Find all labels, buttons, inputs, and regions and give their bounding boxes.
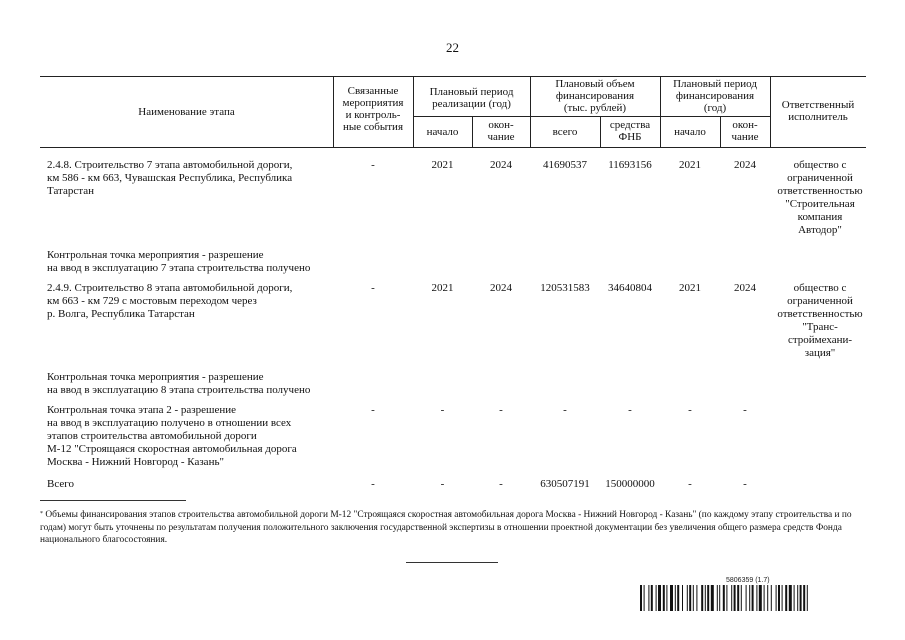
barcode-bar bbox=[778, 585, 780, 611]
barcode-bar bbox=[651, 585, 653, 611]
header-related-events: Связанные мероприятия и контроль- ные события bbox=[342, 85, 404, 133]
barcode-bar bbox=[767, 585, 768, 611]
header-fin-end: окон- чание bbox=[731, 119, 759, 143]
barcode-bar bbox=[719, 585, 720, 611]
header-total: всего bbox=[552, 126, 578, 138]
barcode-bar bbox=[682, 585, 683, 611]
barcode-bar bbox=[640, 585, 642, 611]
barcode-bar bbox=[711, 585, 714, 611]
row-stage-name: 2.4.9. Строительство 8 этапа автомобильной дороги, км 663 - км 729 с мостовым переходом через р. Волга, Республика Татарстан bbox=[47, 282, 293, 320]
barcode-bar bbox=[696, 585, 697, 611]
barcode-bar bbox=[782, 585, 783, 611]
row-total: 120531583 bbox=[540, 282, 590, 294]
barcode-bar bbox=[764, 585, 765, 611]
row-responsible: общество с ограниченной ответственностью "Транс- строймехани- зация" bbox=[777, 282, 863, 359]
row-total-label: Всего bbox=[47, 478, 74, 490]
row-fnb: - bbox=[628, 404, 632, 416]
barcode-bar bbox=[717, 585, 718, 611]
barcode-bar bbox=[803, 585, 805, 611]
row-control-point-stage: Контрольная точка этапа 2 - разрешение на ввод в эксплуатацию получено в отношении всех этапов строительства автомобильной дороги М-12 "Строящаяся скоростная автомобильная дорога Москва - Нижний Новгород - Казань" bbox=[47, 404, 297, 468]
barcode-bar bbox=[752, 585, 754, 611]
row-fnb: 34640804 bbox=[608, 282, 652, 294]
row-fin-start: - bbox=[688, 478, 692, 490]
row-related: - bbox=[371, 478, 375, 490]
header-fin-start: начало bbox=[674, 126, 706, 138]
header-plan-period: Плановый период реализации (год) bbox=[429, 86, 514, 110]
barcode-bar bbox=[746, 585, 747, 611]
barcode-bar bbox=[807, 585, 808, 611]
barcode-bar bbox=[789, 585, 792, 611]
barcode-bar bbox=[656, 585, 657, 611]
barcode-bar bbox=[776, 585, 777, 611]
header-top-rule bbox=[40, 76, 866, 77]
barcode-bar bbox=[663, 585, 665, 611]
barcode-bar bbox=[670, 585, 673, 611]
barcode-bar bbox=[687, 585, 688, 611]
row-control-point: Контрольная точка мероприятия - разрешение на ввод в эксплуатацию 8 этапа строительства получено bbox=[47, 371, 311, 396]
row-total: 41690537 bbox=[543, 159, 587, 171]
row-control-point: Контрольная точка мероприятия - разрешение на ввод в эксплуатацию 7 этапа строительства получено bbox=[47, 249, 311, 274]
row-related: - bbox=[371, 159, 375, 171]
barcode-bar bbox=[731, 585, 732, 611]
row-fin-end: 2024 bbox=[734, 282, 756, 294]
barcode-bar bbox=[644, 585, 645, 611]
header-end: окон- чание bbox=[487, 119, 515, 143]
barcode-bar bbox=[693, 585, 694, 611]
row-related: - bbox=[371, 404, 375, 416]
row-start: - bbox=[440, 478, 445, 490]
header-bottom-rule bbox=[40, 147, 866, 148]
row-start: - bbox=[440, 404, 445, 416]
row-fin-start: 2021 bbox=[679, 282, 701, 294]
header-subdivider bbox=[413, 116, 770, 117]
row-fin-end: - bbox=[743, 478, 747, 490]
row-end: 2024 bbox=[490, 282, 512, 294]
row-fin-start: - bbox=[688, 404, 692, 416]
row-start: 2021 bbox=[431, 282, 454, 294]
barcode-bar bbox=[749, 585, 750, 611]
page-number: 22 bbox=[446, 40, 459, 55]
barcode-bar bbox=[741, 585, 742, 611]
row-fnb: 150000000 bbox=[605, 478, 655, 490]
barcode-bar bbox=[707, 585, 709, 611]
footnote-text: Объемы финансирования этапов строительства автомобильной дороги М-12 "Строящаяся скоростная автомобильная дорога Москва - Нижний Новгород - Казань" (по каждому этапу строительства и по годам) могут быть уточнены по результатам получения положительного заключения государственной экспертизы в отношении проектной документации без увеличения общего размера средств Фонда национального благосостояния. bbox=[40, 510, 852, 545]
barcode-bar bbox=[734, 585, 736, 611]
barcode-bar bbox=[675, 585, 676, 611]
row-end: - bbox=[499, 404, 503, 416]
end-rule bbox=[406, 562, 498, 563]
row-related: - bbox=[371, 282, 375, 294]
header-plan-volume: Плановый объем финансирования (тыс. рублей) bbox=[555, 78, 635, 114]
barcode-bar bbox=[771, 585, 772, 611]
row-fin-start: 2021 bbox=[679, 159, 701, 171]
row-fnb: 11693156 bbox=[608, 159, 652, 171]
barcode-bar bbox=[785, 585, 787, 611]
header-responsible: Ответственный исполнитель bbox=[781, 99, 855, 123]
barcode-bar bbox=[726, 585, 727, 611]
barcode bbox=[640, 585, 862, 611]
document-id: 5806359 (1.7) bbox=[726, 577, 770, 584]
barcode-bar bbox=[756, 585, 757, 611]
barcode-bar bbox=[800, 585, 802, 611]
header-stage-name: Наименование этапа bbox=[138, 106, 235, 118]
barcode-bar bbox=[759, 585, 762, 611]
barcode-bar bbox=[666, 585, 667, 611]
barcode-bar bbox=[737, 585, 739, 611]
barcode-bar bbox=[723, 585, 725, 611]
barcode-bar bbox=[705, 585, 706, 611]
footnote-mark: * bbox=[40, 511, 43, 517]
row-start: 2021 bbox=[431, 159, 454, 171]
footnote-rule bbox=[40, 500, 186, 501]
row-fin-end: 2024 bbox=[734, 159, 756, 171]
row-total: - bbox=[563, 404, 567, 416]
row-fin-end: - bbox=[743, 404, 747, 416]
header-fnb: средства ФНБ bbox=[609, 119, 651, 143]
barcode-bar bbox=[701, 585, 703, 611]
row-end: - bbox=[499, 478, 503, 490]
header-start: начало bbox=[426, 126, 459, 138]
barcode-bar bbox=[648, 585, 649, 611]
barcode-bar bbox=[689, 585, 691, 611]
row-total: 630507191 bbox=[540, 478, 590, 490]
header-plan-fin-period: Плановый период финансирования (год) bbox=[673, 78, 757, 114]
row-end: 2024 bbox=[490, 159, 512, 171]
barcode-bar bbox=[658, 585, 661, 611]
barcode-bar bbox=[794, 585, 795, 611]
footnote bbox=[40, 509, 866, 547]
row-responsible: общество с ограниченной ответственностью "Строительная компания Автодор" bbox=[777, 159, 863, 236]
row-stage-name: 2.4.8. Строительство 7 этапа автомобильной дороги, км 586 - км 663, Чувашская Республика, Республика Татарстан bbox=[47, 159, 293, 197]
barcode-bar bbox=[677, 585, 679, 611]
barcode-bar bbox=[797, 585, 798, 611]
